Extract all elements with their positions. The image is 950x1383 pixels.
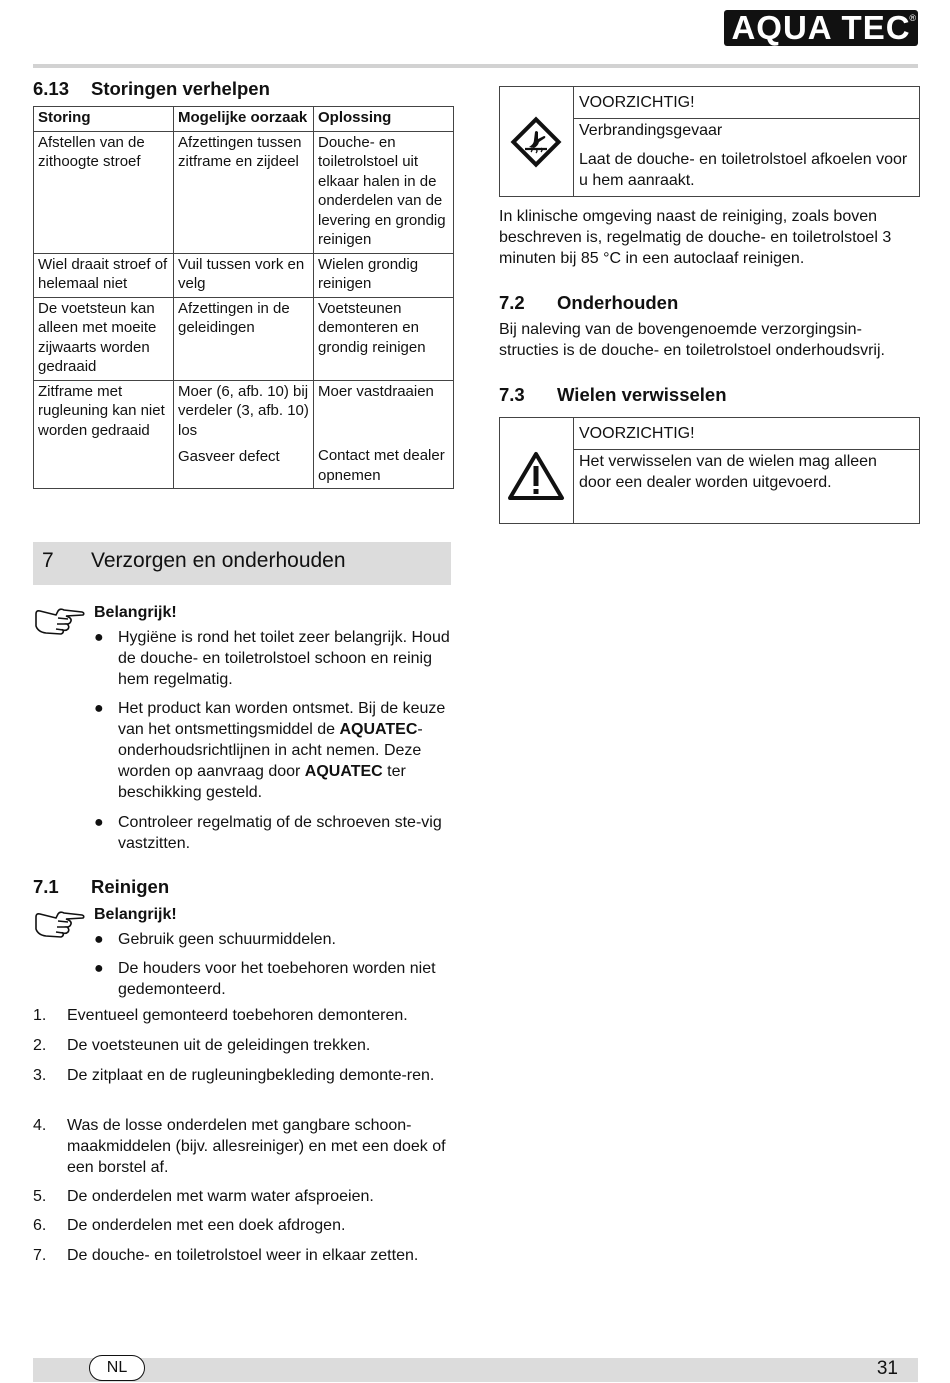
chapter-number: 7 (42, 549, 54, 572)
section-title: Reinigen (91, 876, 170, 897)
caution-header: VOORZICHTIG! (579, 94, 695, 111)
col-header-storing: Storing (34, 107, 174, 132)
section-6-13-heading (33, 77, 270, 102)
section-7-1-heading (33, 875, 169, 900)
section-title: Wielen verwisselen (557, 384, 727, 405)
pointing-hand-icon (34, 909, 86, 939)
list-item: ● Hygiëne is rond het toilet zeer belangrijk. Houd de douche- en toiletrolstoel schoon en reinig hem regelmatig. (94, 629, 450, 688)
footer-bar (33, 1358, 918, 1382)
cell-oorzaak (174, 380, 314, 489)
table-row (34, 380, 454, 489)
logo-text: AQUA TEC (731, 9, 911, 46)
caution-text: Het verwisselen van de wielen mag alleen door een dealer worden uitgevoerd. (579, 453, 877, 491)
warning-triangle-icon (507, 450, 565, 502)
section-7-2-heading (499, 291, 678, 316)
step-item: 3. De zitplaat en de rugleuningbekleding demonte-ren. (33, 1067, 435, 1084)
cell-oplossing (314, 380, 454, 489)
section-number: 6.13 (33, 78, 70, 99)
page-number: 31 (876, 1358, 898, 1379)
solution-2: Contact met dealer opnemen (318, 447, 445, 484)
table-header-row (34, 107, 454, 132)
cell-storing: Zitframe met rugleuning kan niet worden gedraaid (34, 380, 174, 489)
cell-storing: De voetsteun kan alleen met moeite zijwaarts worden gedraaid (34, 297, 174, 380)
section-title: Onderhouden (557, 292, 679, 313)
col-header-oorzaak: Mogelijke oorzaak (174, 107, 314, 132)
logo-registered-mark: ® (909, 13, 916, 23)
cause-2: Gasveer defect (178, 448, 280, 465)
section-title: Storingen verhelpen (91, 78, 270, 99)
cell-storing: Afstellen van de zithoogte stroef (34, 131, 174, 253)
autoclave-paragraph: In klinische omgeving naast de reiniging, zoals boven beschreven is, regelmatig de douche- en toiletrolstoel 3 minuten bij 85 °C in een autoclaaf reinigen. (499, 208, 892, 267)
list-item: ● De houders voor het toebehoren worden niet gedemonteerd. (94, 960, 436, 998)
solution-1: Moer vastdraaien (318, 382, 434, 400)
table-row (34, 131, 454, 253)
caution-box-wheels (499, 417, 920, 524)
step-item: 6. De onderdelen met een doek afdrogen. (33, 1217, 346, 1234)
language-badge: NL (89, 1355, 145, 1381)
cell-oorzaak: Afzettingen in de geleidingen (174, 297, 314, 380)
troubleshooting-table (33, 106, 454, 489)
table-row (34, 253, 454, 297)
col-header-oplossing: Oplossing (314, 107, 454, 132)
step-item: 1. Eventueel gemonteerd toebehoren demonteren. (33, 1007, 408, 1024)
list-item: ● Gebruik geen schuurmiddelen. (94, 931, 336, 948)
cell-oorzaak: Afzettingen tussen zitframe en zijdeel (174, 131, 314, 253)
cell-oplossing: Voetsteunen demonteren en grondig reinigen (314, 297, 454, 380)
chapter-7-banner (33, 542, 451, 585)
hot-surface-warning-icon (508, 114, 564, 170)
brand-name: AQUATEC (304, 763, 383, 780)
maintenance-paragraph: Bij naleving van de bovengenoemde verzorgingsin-structies is de douche- en toiletrolstoel onderhoudsvrij. (499, 321, 885, 359)
chapter-title: Verzorgen en onderhouden (91, 549, 346, 572)
cell-oplossing: Wielen grondig reinigen (314, 253, 454, 297)
aquatec-logo (724, 10, 918, 46)
caution-text: Laat de douche- en toiletrolstoel afkoelen voor u hem aanraakt. (579, 151, 908, 189)
note-title: Belangrijk! (94, 604, 177, 621)
step-item: 2. De voetsteunen uit de geleidingen trekken. (33, 1037, 371, 1054)
section-number: 7.2 (499, 292, 525, 313)
list-item: ● Controleer regelmatig of de schroeven ste-vig vastzitten. (94, 814, 442, 852)
cell-oorzaak: Vuil tussen vork en velg (174, 253, 314, 297)
pointing-hand-icon (34, 606, 86, 636)
list-item: ● Het product kan worden ontsmet. Bij de keuze van het ontsmettingsmiddel de AQUATEC-onderhoudsrichtlijnen in acht nemen. Deze worden op aanvraag door AQUATEC ter beschikking gesteld. (94, 700, 446, 801)
cell-oplossing: Douche- en toiletrolstoel uit elkaar halen in de onderdelen van de levering en grondig reinigen (314, 131, 454, 253)
brand-name: AQUATEC (339, 721, 418, 738)
cause-1: Moer (6, afb. 10) bij verdeler (3, afb. 10) los (178, 382, 309, 439)
hazard-name: Verbrandingsgevaar (579, 122, 723, 139)
step-item: 7. De douche- en toiletrolstoel weer in elkaar zetten. (33, 1247, 419, 1264)
note-title: Belangrijk! (94, 906, 177, 923)
caution-header: VOORZICHTIG! (579, 425, 695, 442)
step-item: 5. De onderdelen met warm water afsproeien. (33, 1188, 374, 1205)
cell-storing: Wiel draait stroef of helemaal niet (34, 253, 174, 297)
header-rule (33, 64, 918, 68)
caution-box-burn (499, 86, 920, 197)
section-number: 7.3 (499, 384, 525, 405)
table-row (34, 297, 454, 380)
section-7-3-heading (499, 383, 727, 408)
step-item: 4. Was de losse onderdelen met gangbare schoon-maakmiddelen (bijv. allesreiniger) en met een doek of een borstel af. (33, 1117, 446, 1176)
section-number: 7.1 (33, 876, 59, 897)
